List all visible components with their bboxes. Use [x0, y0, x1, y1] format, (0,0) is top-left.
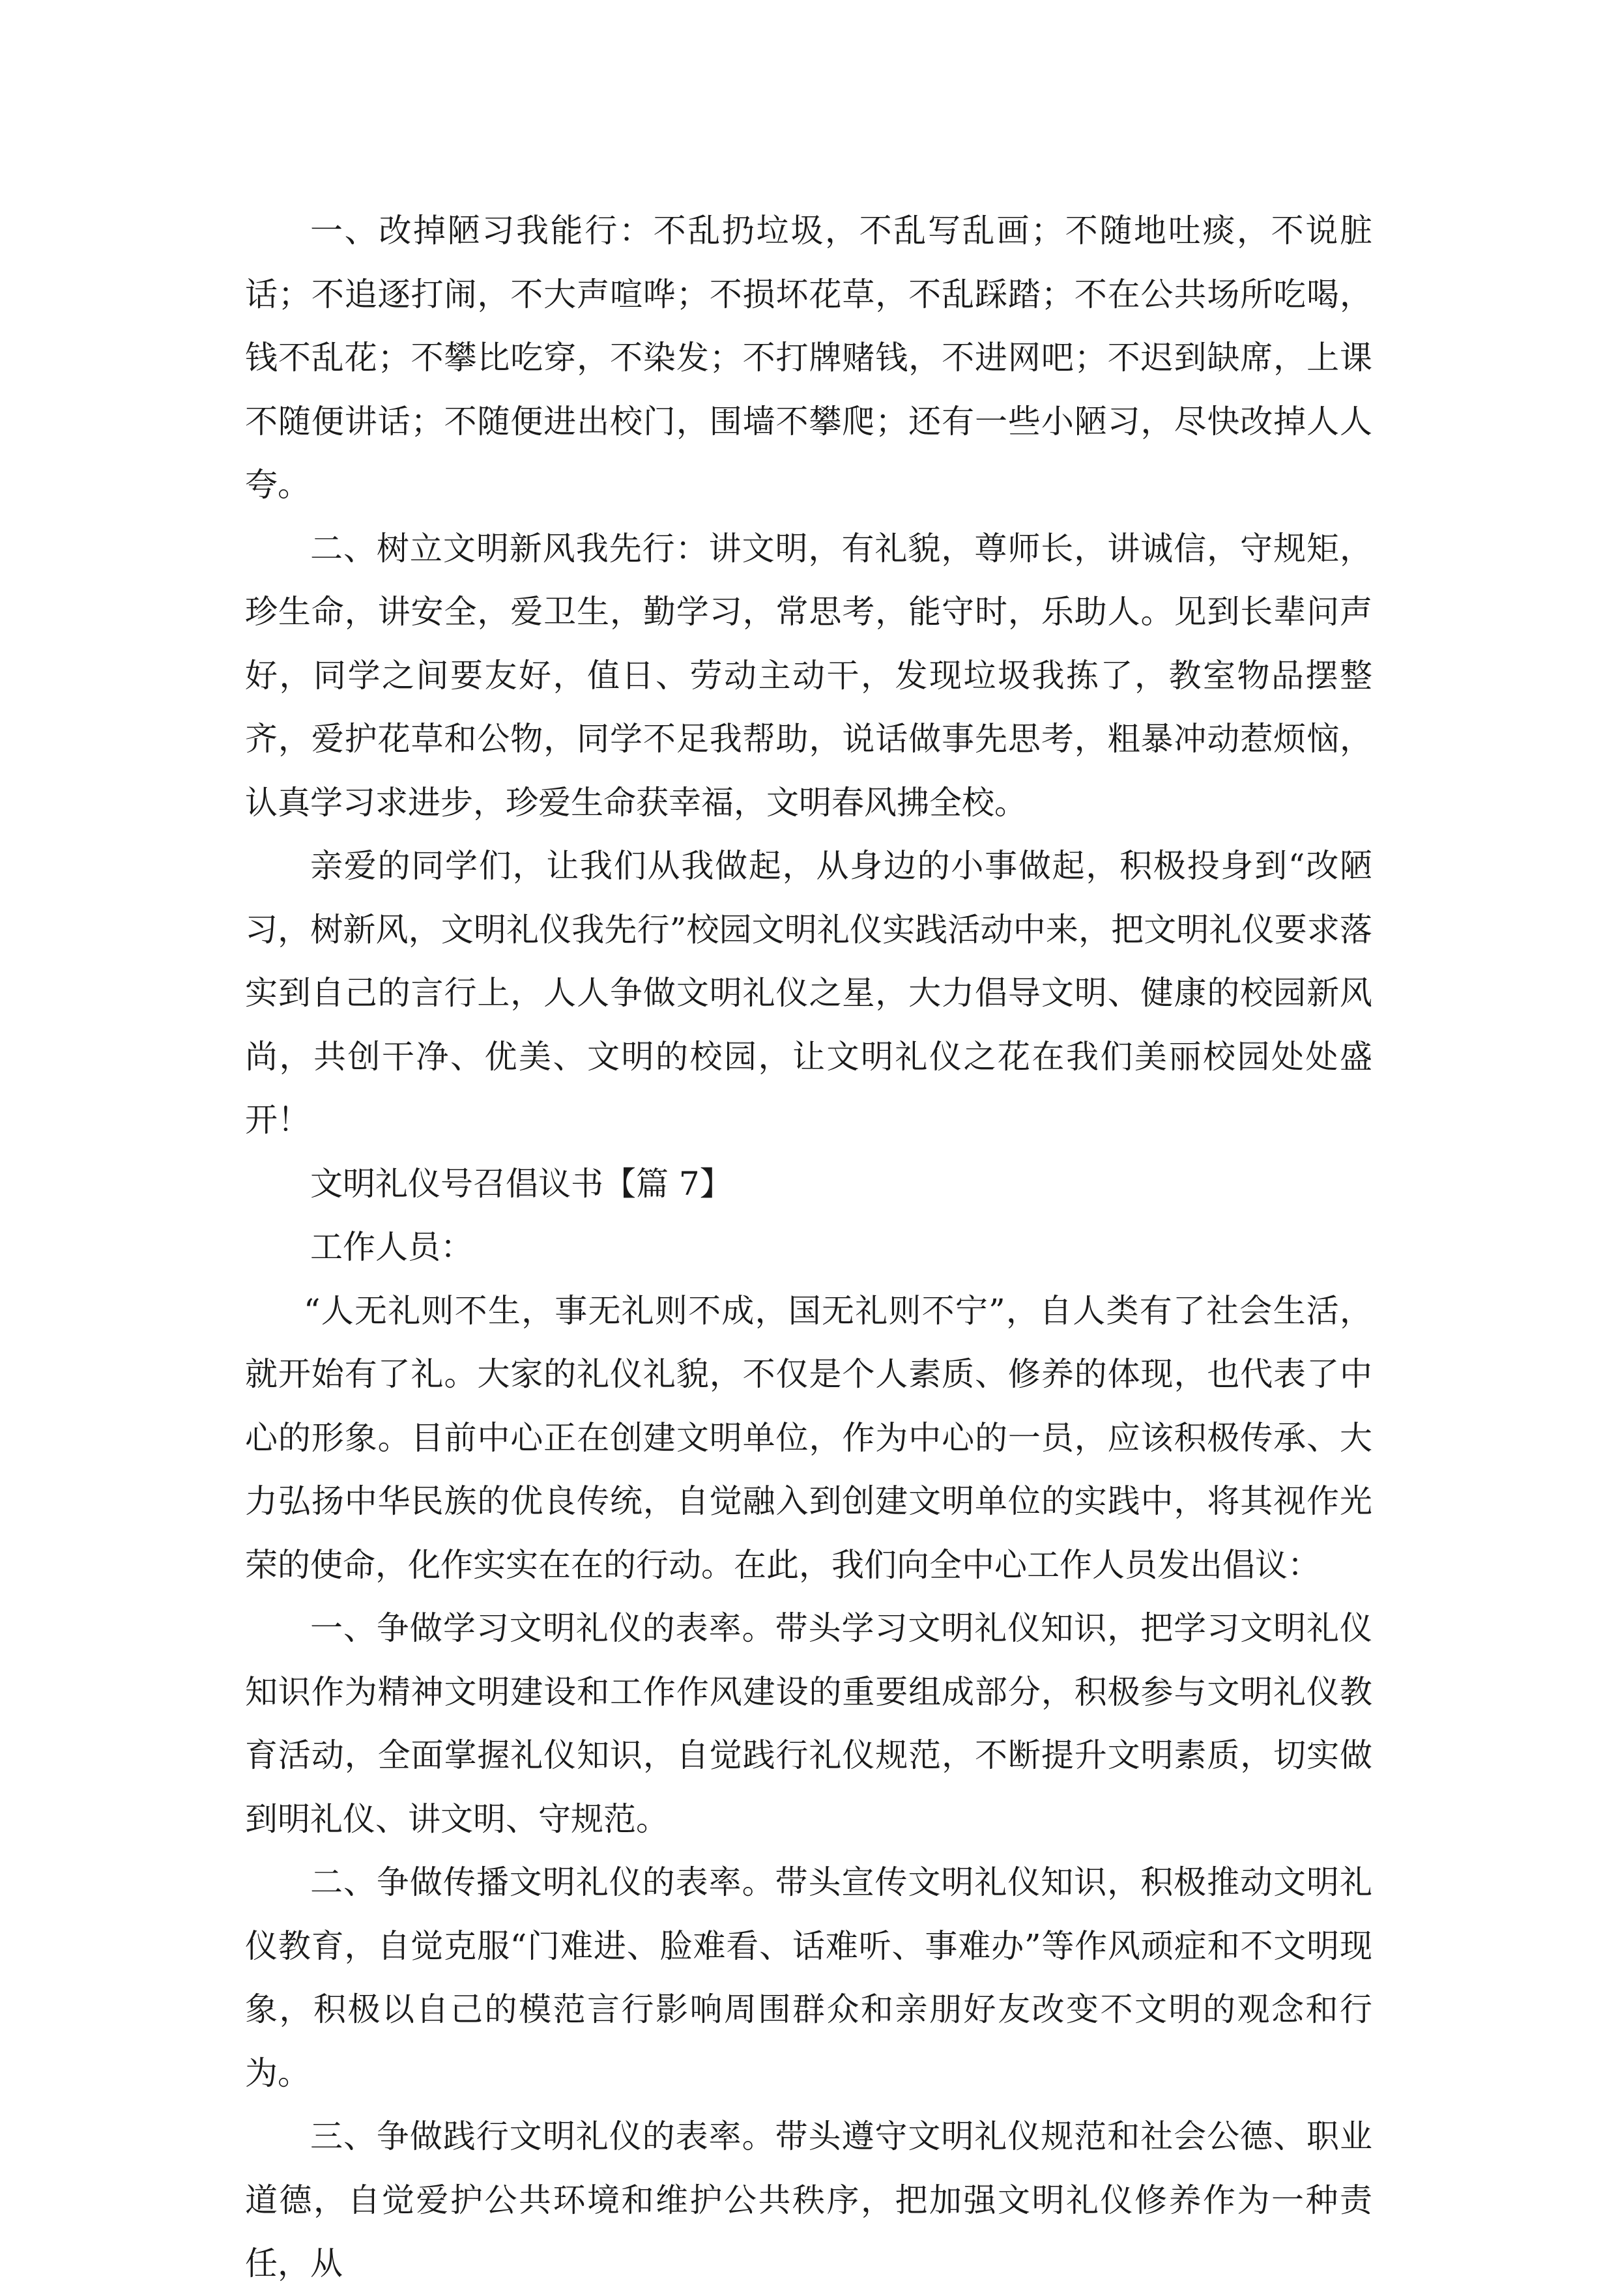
paragraph-practice-etiquette: 三、争做践行文明礼仪的表率。带头遵守文明礼仪规范和社会公德、职业道德，自觉爱护公共环境和维护公共秩序，把加强文明礼仪修养作为一种责任，从	[245, 2117, 1372, 2282]
paragraph-bad-habits: 一、改掉陋习我能行：不乱扔垃圾，不乱写乱画；不随地吐痰，不说脏话；不追逐打闹，不大声喧哗；不损坏花草，不乱踩踏；不在公共场所吃喝，钱不乱花；不攀比吃穿，不染发；不打牌赌钱，不进网吧；不迟到缺席，上课不随便讲话；不随便进出校门，围墙不攀爬；还有一些小陋习，尽快改掉人人夸。	[245, 212, 1372, 504]
salutation: 工作人员：	[310, 1228, 473, 1266]
document-body	[245, 199, 1372, 2296]
paragraph-appeal-students: 亲爱的同学们，让我们从我做起，从身边的小事做起，积极投身到“改陋习，树新风，文明礼仪我先行”校园文明礼仪实践活动中来，把文明礼仪要求落实到自己的言行上，人人争做文明礼仪之星，大力倡导文明、健康的校园新风尚，共创干净、优美、文明的校园，让文明礼仪之花在我们美丽校园处处盛开！	[245, 847, 1372, 1139]
paragraph-spread-etiquette: 二、争做传播文明礼仪的表率。带头宣传文明礼仪知识，积极推动文明礼仪教育，自觉克服“门难进、脸难看、话难听、事难办”等作风顽症和不文明现象，积极以自己的模范言行影响周围群众和亲朋好友改变不文明的观念和行为。	[245, 1863, 1372, 2092]
section-heading: 文明礼仪号召倡议书【篇 7】	[310, 1164, 732, 1203]
paragraph-learn-etiquette: 一、争做学习文明礼仪的表率。带头学习文明礼仪知识，把学习文明礼仪知识作为精神文明建设和工作作风建设的重要组成部分，积极参与文明礼仪教育活动，全面掌握礼仪知识，自觉践行礼仪规范，不断提升文明素质，切实做到明礼仪、讲文明、守规范。	[245, 1609, 1372, 1838]
paragraph-intro-quote: “人无礼则不生，事无礼则不成，国无礼则不宁”，自人类有了社会生活，就开始有了礼。大家的礼仪礼貌，不仅是个人素质、修养的体现，也代表了中心的形象。目前中心正在创建文明单位，作为中心的一员，应该积极传承、大力弘扬中华民族的优良传统，自觉融入到创建文明单位的实践中，将其视作光荣的使命，化作实实在在的行动。在此，我们向全中心工作人员发出倡议：	[245, 1291, 1372, 1584]
paragraph-new-customs: 二、树立文明新风我先行：讲文明，有礼貌，尊师长，讲诚信，守规矩，珍生命，讲安全，爱卫生，勤学习，常思考，能守时，乐助人。见到长辈问声好，同学之间要友好，值日、劳动主动干，发现垃圾我拣了，教室物品摆整齐，爱护花草和公物，同学不足我帮助，说话做事先思考，粗暴冲动惹烦恼，认真学习求进步，珍爱生命获幸福，文明春风拂全校。	[245, 529, 1372, 822]
